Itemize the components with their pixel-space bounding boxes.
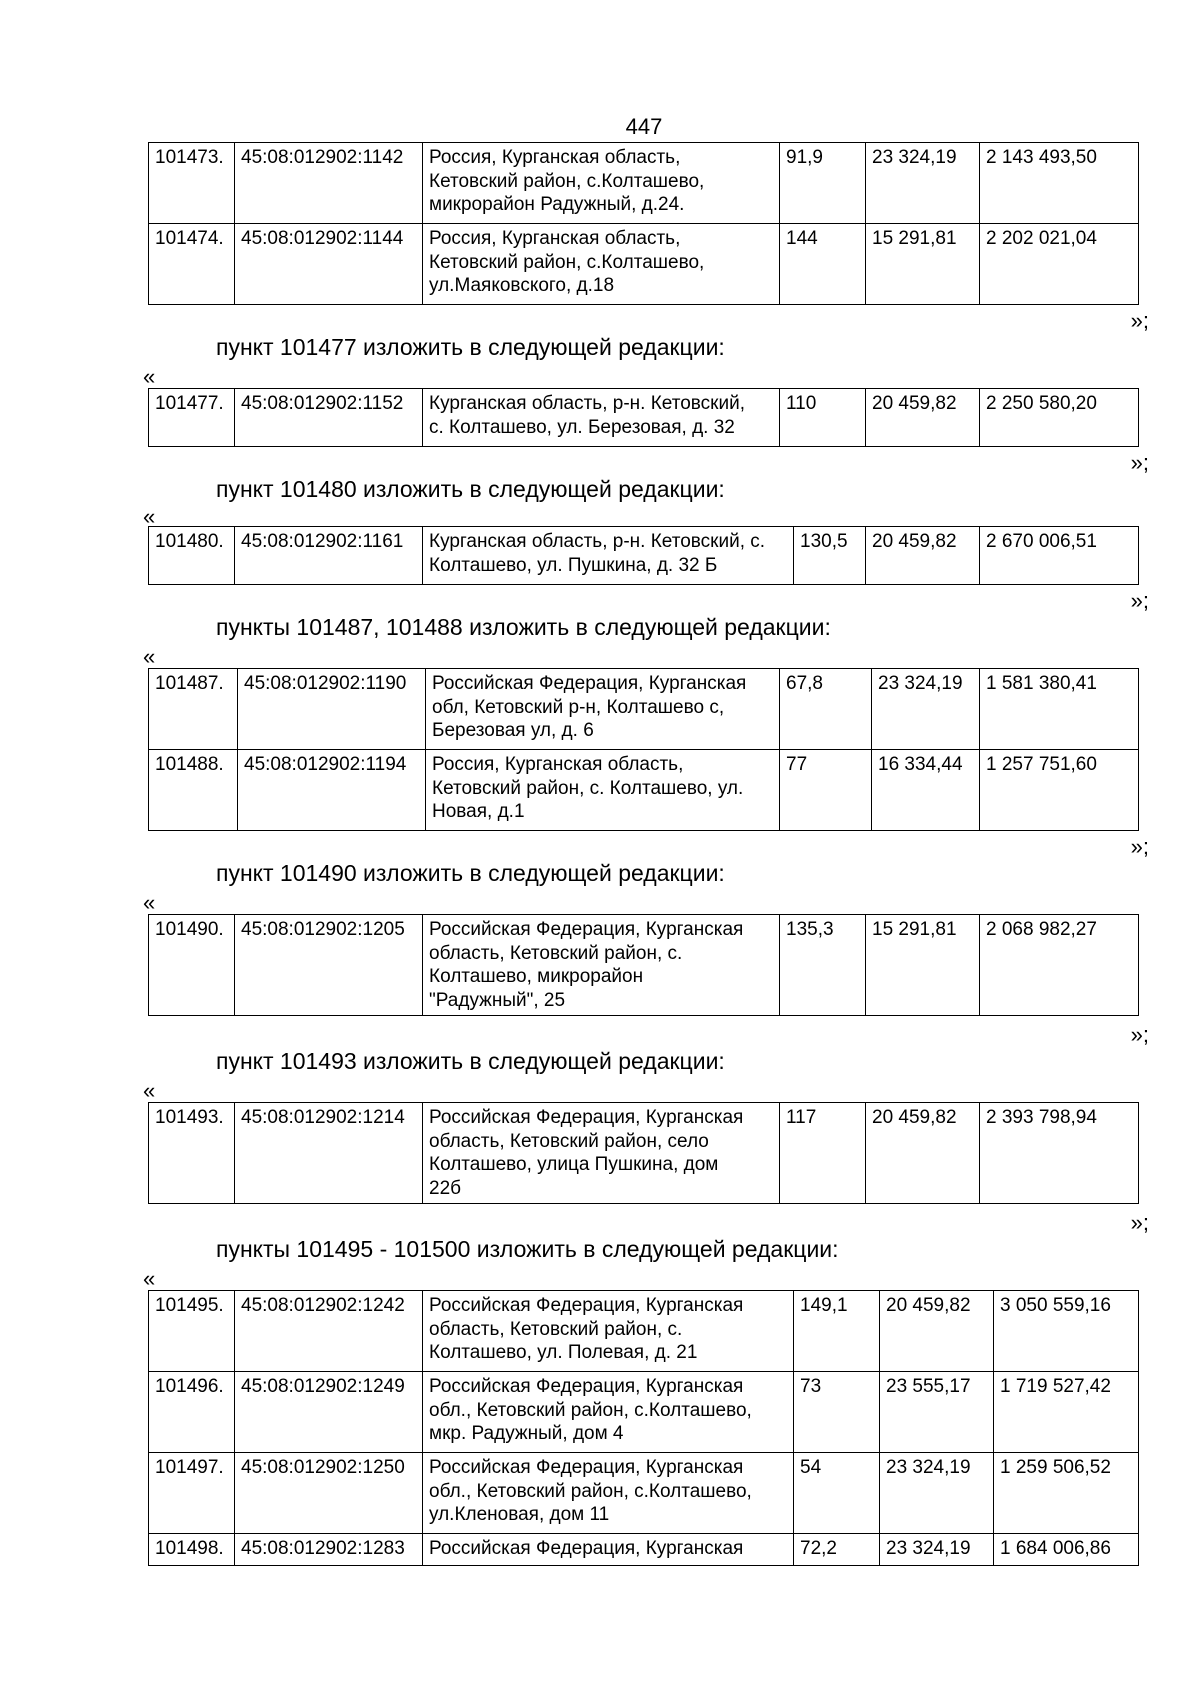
address-cell (423, 143, 780, 224)
table-row (149, 1103, 1139, 1204)
table-2 (148, 526, 1139, 585)
area-cell: 149,1 (794, 1291, 880, 1372)
cadastral-number: 45:08:012902:1250 (235, 1453, 423, 1534)
value-cell: 2 068 982,27 (980, 915, 1139, 1016)
row-number: 101474. (149, 224, 235, 305)
area-cell: 73 (794, 1372, 880, 1453)
address-line: Березовая ул, д. 6 (432, 720, 594, 741)
opening-quote: « (143, 1078, 156, 1103)
cadastral-number: 45:08:012902:1194 (238, 750, 426, 831)
address-line: обл., Кетовский район, с.Колташево, (429, 1480, 752, 1502)
amendment-heading: пункты 101487, 101488 изложить в следующей редакции: (216, 614, 831, 640)
address-line: Кетовский район, с.Колташево, (429, 170, 705, 192)
address-line: Российская Федерация, Курганская (429, 1457, 744, 1478)
rate-cell: 23 324,19 (880, 1534, 994, 1566)
row-number: 101473. (149, 143, 235, 224)
amendment-heading: пункт 101490 изложить в следующей редакции: (216, 860, 725, 886)
rate-cell: 23 555,17 (880, 1372, 994, 1453)
value-cell: 2 250 580,20 (980, 389, 1139, 447)
address-line: Курганская область, р-н. Кетовский, с. (429, 531, 766, 552)
rate-cell: 16 334,44 (872, 750, 980, 831)
address-line: с. Колташево, ул. Березовая, д. 32 (429, 416, 735, 438)
address-cell (423, 915, 780, 1016)
closing-quote: »; (1130, 1022, 1149, 1047)
row-number: 101480. (149, 527, 235, 585)
area-cell: 117 (780, 1103, 866, 1204)
row-number: 101497. (149, 1453, 235, 1534)
closing-quote: »; (1130, 1210, 1149, 1235)
value-cell: 1 257 751,60 (980, 750, 1139, 831)
amendment-heading: пункт 101480 изложить в следующей редакции: (216, 476, 725, 502)
address-cell (423, 527, 794, 585)
address-line: Новая, д.1 (432, 801, 525, 822)
table-row (149, 1534, 1139, 1566)
row-number: 101477. (149, 389, 235, 447)
area-cell: 91,9 (780, 143, 866, 224)
rate-cell: 20 459,82 (866, 527, 980, 585)
rate-cell: 15 291,81 (866, 915, 980, 1016)
address-line: Россия, Курганская область, (429, 147, 681, 168)
value-cell: 2 670 006,51 (980, 527, 1139, 585)
opening-quote: « (143, 644, 156, 669)
address-line: Российская Федерация, Курганская (429, 1295, 744, 1316)
table-5 (148, 1102, 1139, 1204)
table-row (149, 1453, 1139, 1534)
address-cell (426, 669, 780, 750)
address-line: Российская Федерация, Курганская (429, 1376, 744, 1397)
row-number: 101488. (149, 750, 238, 831)
rate-cell: 20 459,82 (866, 1103, 980, 1204)
address-line: Российская Федерация, Курганская (429, 1538, 744, 1559)
row-number: 101496. (149, 1372, 235, 1453)
closing-quote: »; (1130, 450, 1149, 475)
table-row (149, 389, 1139, 447)
rate-cell: 23 324,19 (866, 143, 980, 224)
rate-cell: 15 291,81 (866, 224, 980, 305)
value-cell: 1 684 006,86 (994, 1534, 1139, 1566)
opening-quote: « (143, 504, 156, 529)
closing-quote: »; (1130, 834, 1149, 859)
cadastral-number: 45:08:012902:1249 (235, 1372, 423, 1453)
address-cell (423, 1103, 780, 1204)
row-number: 101498. (149, 1534, 235, 1566)
value-cell: 2 202 021,04 (980, 224, 1139, 305)
table-row (149, 750, 1139, 831)
table-1 (148, 388, 1139, 447)
value-cell: 2 143 493,50 (980, 143, 1139, 224)
address-line: обл., Кетовский район, с.Колташево, (429, 1399, 752, 1421)
table-6 (148, 1290, 1139, 1566)
address-line: 22б (429, 1177, 462, 1199)
address-line: "Радужный", 25 (429, 989, 566, 1011)
area-cell: 110 (780, 389, 866, 447)
table-row (149, 1372, 1139, 1453)
closing-quote: »; (1130, 308, 1149, 333)
closing-quote: »; (1130, 588, 1149, 613)
amendment-heading: пункты 101495 - 101500 изложить в следующей редакции: (216, 1236, 839, 1262)
area-cell: 72,2 (794, 1534, 880, 1566)
address-line: ул.Маяковского, д.18 (429, 275, 615, 296)
value-cell: 1 259 506,52 (994, 1453, 1139, 1534)
address-line: Колташево, ул. Полевая, д. 21 (429, 1342, 698, 1363)
rate-cell: 23 324,19 (880, 1453, 994, 1534)
table-4 (148, 914, 1139, 1016)
row-number: 101493. (149, 1103, 235, 1204)
table-0 (148, 142, 1139, 305)
address-line: ул.Кленовая, дом 11 (429, 1504, 610, 1525)
address-cell (423, 1372, 794, 1453)
address-cell (426, 750, 780, 831)
address-line: Россия, Курганская область, (429, 228, 681, 249)
address-line: Колташево, микрорайон (429, 966, 644, 987)
address-cell (423, 1534, 794, 1566)
address-cell (423, 224, 780, 305)
cadastral-number: 45:08:012902:1242 (235, 1291, 423, 1372)
area-cell: 144 (780, 224, 866, 305)
opening-quote: « (143, 364, 156, 389)
cadastral-number: 45:08:012902:1161 (235, 527, 423, 585)
area-cell: 54 (794, 1453, 880, 1534)
address-line: область, Кетовский район, с. (429, 1318, 683, 1340)
cadastral-number: 45:08:012902:1190 (238, 669, 426, 750)
address-line: микрорайон Радужный, д.24. (429, 194, 685, 215)
area-cell: 135,3 (780, 915, 866, 1016)
table-row (149, 527, 1139, 585)
address-line: Курганская область, р-н. Кетовский, (429, 393, 745, 414)
rate-cell: 23 324,19 (872, 669, 980, 750)
address-cell (423, 389, 780, 447)
rate-cell: 20 459,82 (866, 389, 980, 447)
value-cell: 1 719 527,42 (994, 1372, 1139, 1453)
area-cell: 67,8 (780, 669, 872, 750)
value-cell: 2 393 798,94 (980, 1103, 1139, 1204)
opening-quote: « (143, 890, 156, 915)
cadastral-number: 45:08:012902:1144 (235, 224, 423, 305)
address-line: Колташево, ул. Пушкина, д. 32 Б (429, 554, 718, 576)
page-number: 447 (625, 114, 663, 139)
address-line: область, Кетовский район, село (429, 1130, 709, 1152)
address-line: мкр. Радужный, дом 4 (429, 1423, 624, 1444)
amendment-heading: пункт 101477 изложить в следующей редакции: (216, 334, 725, 360)
row-number: 101495. (149, 1291, 235, 1372)
cadastral-number: 45:08:012902:1283 (235, 1534, 423, 1566)
cadastral-number: 45:08:012902:1214 (235, 1103, 423, 1204)
cadastral-number: 45:08:012902:1152 (235, 389, 423, 447)
address-line: область, Кетовский район, с. (429, 942, 683, 964)
opening-quote: « (143, 1266, 156, 1291)
amendment-heading: пункт 101493 изложить в следующей редакции: (216, 1048, 725, 1074)
row-number: 101490. (149, 915, 235, 1016)
table-row (149, 143, 1139, 224)
table-row (149, 915, 1139, 1016)
address-line: Кетовский район, с.Колташево, (429, 251, 705, 273)
area-cell: 77 (780, 750, 872, 831)
table-3 (148, 668, 1139, 831)
table-row (149, 669, 1139, 750)
cadastral-number: 45:08:012902:1205 (235, 915, 423, 1016)
address-line: Российская Федерация, Курганская (429, 919, 744, 940)
table-row (149, 1291, 1139, 1372)
address-line: Россия, Курганская область, (432, 754, 684, 775)
rate-cell: 20 459,82 (880, 1291, 994, 1372)
cadastral-number: 45:08:012902:1142 (235, 143, 423, 224)
area-cell: 130,5 (794, 527, 866, 585)
value-cell: 1 581 380,41 (980, 669, 1139, 750)
address-line: Российская Федерация, Курганская (432, 673, 747, 694)
address-line: Колташево, улица Пушкина, дом (429, 1154, 719, 1175)
address-line: Кетовский район, с. Колташево, ул. (432, 777, 744, 799)
table-row (149, 224, 1139, 305)
address-line: Российская Федерация, Курганская (429, 1107, 744, 1128)
address-cell (423, 1291, 794, 1372)
address-cell (423, 1453, 794, 1534)
value-cell: 3 050 559,16 (994, 1291, 1139, 1372)
address-line: обл, Кетовский р-н, Колташево с, (432, 696, 725, 718)
row-number: 101487. (149, 669, 238, 750)
